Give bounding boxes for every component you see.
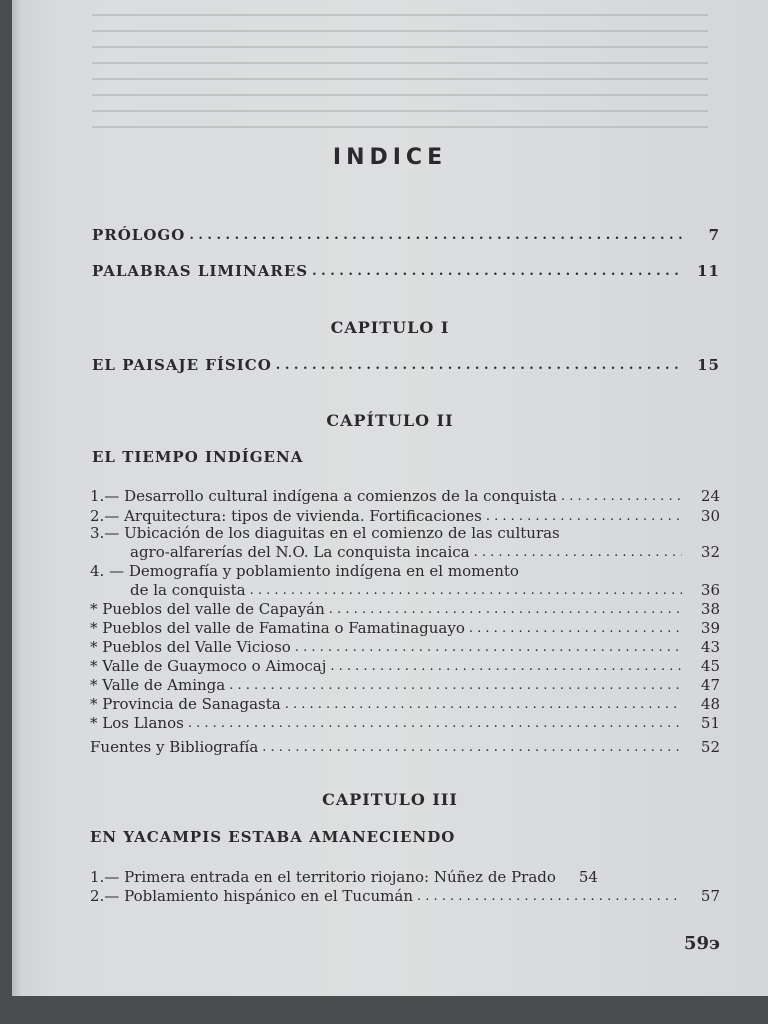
dot-leader (285, 697, 682, 713)
toc-entry (90, 714, 720, 732)
dot-leader (262, 740, 682, 756)
index-title: INDICE (332, 145, 448, 170)
toc-entry (90, 676, 720, 694)
dot-leader (250, 583, 682, 599)
dot-leader (330, 659, 682, 675)
dot-leader (276, 358, 682, 374)
toc-entry-label: 2.— Poblamiento hispánico en el Tucumán (90, 887, 413, 905)
toc-entry-label: PRÓLOGO (92, 226, 186, 244)
dot-leader (329, 602, 682, 618)
toc-entry (90, 657, 720, 675)
toc-entry-page: 47 (700, 676, 720, 694)
dot-leader (188, 716, 682, 732)
toc-entry-page: 36 (700, 581, 720, 599)
toc-entry (90, 868, 720, 886)
toc-entry (90, 507, 720, 525)
chapter-1-heading: CAPITULO I (330, 318, 450, 337)
dot-leader (486, 509, 682, 525)
dot-leader (189, 228, 682, 244)
toc-entry-page: 32 (700, 543, 720, 561)
toc-entry-label: * Pueblos del valle de Famatina o Famatinaguayo (90, 619, 465, 637)
toc-entry (90, 695, 720, 713)
dot-leader (229, 678, 682, 694)
toc-entry-page: 39 (700, 619, 720, 637)
toc-entry (90, 619, 720, 637)
toc-entry-label: * Provincia de Sanagasta (90, 695, 281, 713)
chapter-3-subtitle: EN YACAMPIS ESTABA AMANECIENDO (90, 828, 456, 846)
toc-entry-page: 45 (700, 657, 720, 675)
toc-entry-page: 24 (700, 487, 720, 505)
chapter-2-subtitle: EL TIEMPO INDÍGENA (92, 448, 304, 466)
toc-entry-page: 7 (708, 226, 720, 244)
toc-entry-page: 57 (700, 887, 720, 905)
toc-entry-page: 38 (700, 600, 720, 618)
toc-entry-page: 48 (700, 695, 720, 713)
toc-entry-paisaje-fisico (92, 356, 720, 374)
toc-entry-label-continued: de la conquista (130, 581, 246, 599)
toc-entry-label: * Los Llanos (90, 714, 184, 732)
dot-leader (561, 489, 682, 505)
toc-entry-page: 52 (700, 738, 720, 756)
toc-entry-page: 43 (700, 638, 720, 656)
toc-entry-label: 3.— Ubicación de los diaguitas en el comienzo de las culturas (90, 524, 560, 542)
toc-entry (130, 581, 720, 599)
toc-entry-page: 51 (700, 714, 720, 732)
book-page (12, 0, 768, 996)
dot-leader (295, 640, 682, 656)
dot-leader (474, 545, 682, 561)
toc-entry-page: 30 (700, 507, 720, 525)
dot-leader (312, 264, 682, 280)
toc-entry (90, 887, 720, 905)
toc-entry-label: EL PAISAJE FÍSICO (92, 356, 272, 374)
toc-entry-label: 1.— Desarrollo cultural indígena a comienzos de la conquista (90, 487, 557, 505)
page-number: 59϶ (683, 933, 720, 954)
toc-entry (90, 638, 720, 656)
toc-entry-label: * Valle de Aminga (90, 676, 226, 694)
toc-entry-label: PALABRAS LIMINARES (92, 262, 309, 280)
toc-entry-page: 15 (697, 356, 720, 374)
toc-entry-label: Fuentes y Bibliografía (90, 738, 259, 756)
toc-entry-label: * Valle de Guaymoco o Aimocaj (90, 657, 327, 675)
toc-entry-fuentes (90, 738, 720, 756)
toc-entry-label: * Pueblos del valle de Capayán (90, 600, 325, 618)
toc-entry-label: 1.— Primera entrada en el territorio riojano: Núñez de Prado (90, 868, 556, 886)
toc-entry (130, 543, 720, 561)
toc-entry-palabras-liminares (92, 262, 720, 280)
toc-entry (90, 600, 720, 618)
toc-entry-prologo (92, 226, 720, 244)
toc-entry-label: 2.— Arquitectura: tipos de vivienda. Fortificaciones (90, 507, 482, 525)
chapter-3-heading: CAPITULO III (322, 790, 458, 809)
toc-entry-label: * Pueblos del Valle Vicioso (90, 638, 291, 656)
chapter-2-heading: CAPÍTULO II (326, 411, 454, 430)
dot-leader (417, 889, 682, 905)
toc-entry-label-continued: agro-alfarerías del N.O. La conquista incaica (130, 543, 470, 561)
toc-entry (90, 487, 720, 505)
toc-entry-label: 4. — Demografía y poblamiento indígena en el momento (90, 562, 519, 580)
toc-entry-page: 54 (578, 868, 598, 886)
bleed-through-text (12, 0, 768, 140)
dot-leader (469, 621, 682, 637)
toc-entry-page: 11 (697, 262, 720, 280)
